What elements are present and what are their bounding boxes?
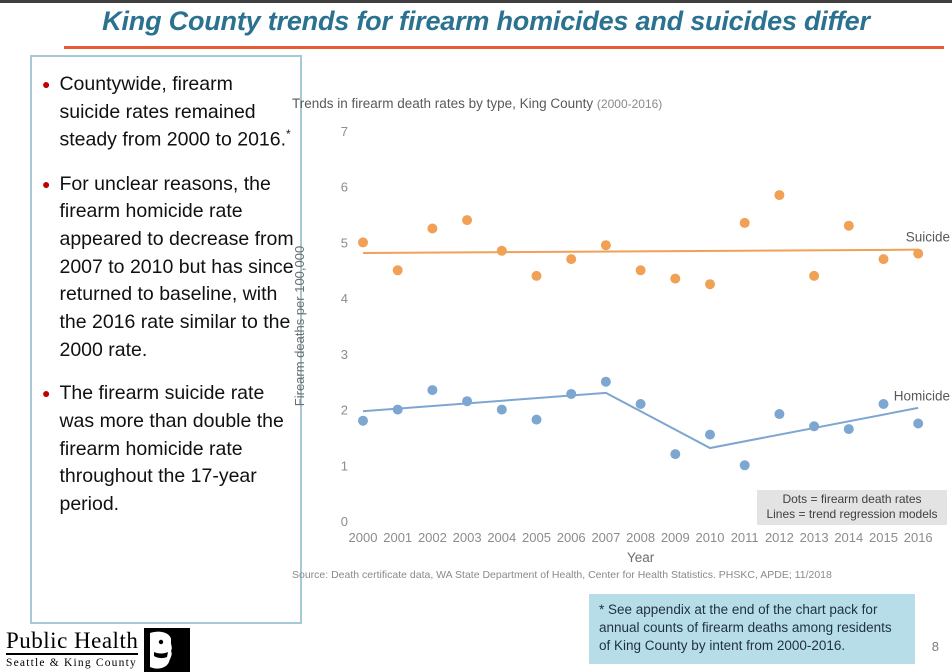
y-axis-tick: 6 — [340, 179, 348, 195]
x-axis-tick: 2013 — [799, 530, 829, 545]
x-axis-tick: 2009 — [660, 530, 690, 545]
appendix-footnote: * See appendix at the end of the chart pack for annual counts of firearm deaths among residents of King County by intent from 2000-2016. — [589, 594, 915, 664]
x-axis-tick: 2003 — [452, 530, 482, 545]
y-axis-tick: 1 — [340, 458, 348, 474]
data-dot-homicide — [462, 396, 472, 406]
data-dot-homicide — [670, 449, 680, 459]
data-dot-homicide — [497, 405, 507, 415]
public-health-logo — [0, 627, 210, 672]
source-citation: Source: Death certificate data, WA State Department of Health, Center for Health Statistics. PHSKC, APDE; 11/2018 — [292, 569, 832, 581]
bullet-text: The firearm suicide rate was more than double the firearm homicide rate throughout the 17-year period. — [59, 382, 284, 516]
king-county-seal-icon — [144, 628, 190, 672]
data-dot-suicide — [601, 240, 611, 250]
bullet-icon: ● — [42, 76, 51, 92]
data-dot-homicide — [809, 421, 819, 431]
series-label-homicide: Homicide — [893, 388, 950, 404]
data-dot-suicide — [740, 218, 750, 228]
data-dot-suicide — [393, 265, 403, 275]
data-dot-homicide — [566, 389, 576, 399]
x-axis-tick: 2016 — [903, 530, 933, 545]
x-axis-tick: 2010 — [695, 530, 725, 545]
data-dot-suicide — [913, 249, 923, 259]
data-dot-homicide — [532, 415, 542, 425]
data-dot-suicide — [636, 265, 646, 275]
x-axis-tick: 2011 — [730, 530, 759, 545]
x-axis-tick: 2000 — [348, 530, 378, 545]
page-number: 8 — [931, 639, 939, 654]
slide-title: King County trends for firearm homicides and suicides differ — [102, 6, 870, 36]
legend-lines-entry: Lines = trend regression models — [766, 507, 938, 521]
data-dot-suicide — [844, 221, 854, 231]
data-dot-homicide — [636, 399, 646, 409]
bullet-item — [42, 71, 296, 155]
x-axis-tick: 2004 — [487, 530, 517, 545]
chart-legend — [757, 490, 947, 525]
data-dot-suicide — [879, 254, 889, 264]
bullet-icon: ● — [42, 175, 51, 192]
y-axis-tick: 5 — [340, 235, 348, 251]
x-axis-tick: 2012 — [764, 530, 794, 545]
data-dot-homicide — [705, 430, 715, 440]
data-dot-suicide — [566, 254, 576, 264]
data-dot-suicide — [497, 246, 507, 256]
x-axis-tick: 2015 — [869, 530, 898, 545]
x-axis-tick: 2001 — [383, 530, 413, 545]
data-dot-homicide — [879, 399, 889, 409]
data-dot-homicide — [393, 405, 403, 415]
series-label-suicide: Suicide — [905, 229, 950, 245]
bullet-text: For unclear reasons, the firearm homicide rate appeared to decrease from 2007 to 2010 but has since returned to baseline, with the 2016 rate similar to the 2000 rate. — [59, 172, 294, 361]
chart-title — [292, 96, 662, 111]
data-dot-homicide — [601, 377, 611, 387]
x-axis-tick: 2008 — [626, 530, 656, 545]
data-dot-homicide — [427, 385, 437, 395]
bullet-item — [42, 171, 296, 365]
y-axis-label: Firearm deaths per 100,000 — [292, 245, 307, 407]
y-axis-tick: 7 — [340, 124, 348, 140]
data-dot-suicide — [705, 279, 715, 289]
data-dot-homicide — [358, 416, 368, 426]
x-axis-tick: 2005 — [522, 530, 551, 545]
trend-line-suicide — [363, 250, 918, 253]
chart-title-main: Trends in firearm death rates by type, King County — [292, 96, 594, 111]
y-axis-tick: 3 — [340, 346, 348, 362]
data-dot-suicide — [462, 215, 472, 225]
legend-dots-entry: Dots = firearm death rates — [782, 492, 922, 506]
bullet-icon: ● — [42, 385, 51, 402]
chart-title-years: (2000-2016) — [596, 97, 663, 111]
data-dot-homicide — [913, 419, 923, 429]
x-axis-tick: 2014 — [834, 530, 864, 545]
x-axis-tick: 2002 — [417, 530, 447, 545]
x-axis-label: Year — [626, 550, 655, 565]
data-dot-suicide — [670, 274, 680, 284]
logo-title: Public Health — [6, 628, 139, 653]
title-underline-rule — [64, 46, 944, 49]
data-dot-suicide — [358, 237, 368, 247]
y-axis-tick: 0 — [340, 514, 348, 529]
x-axis-tick: 2006 — [556, 530, 586, 545]
x-axis-tick: 2007 — [591, 530, 621, 545]
logo-subtitle: Seattle & King County — [6, 657, 137, 669]
data-dot-homicide — [774, 409, 784, 419]
data-dot-homicide — [740, 460, 750, 470]
slide-top-border — [0, 0, 952, 3]
data-dot-suicide — [809, 271, 819, 281]
bullet-text: Countywide, firearm suicide rates remained steady from 2000 to 2016. — [59, 73, 287, 151]
footnote-marker: * — [286, 127, 291, 142]
data-dot-suicide — [427, 224, 437, 234]
data-dot-suicide — [774, 190, 784, 200]
data-dot-suicide — [532, 271, 542, 281]
bullet-item — [42, 380, 296, 518]
key-points-panel — [30, 55, 302, 624]
data-dot-homicide — [844, 424, 854, 434]
y-axis-tick: 2 — [340, 402, 348, 418]
y-axis-tick: 4 — [340, 291, 348, 307]
